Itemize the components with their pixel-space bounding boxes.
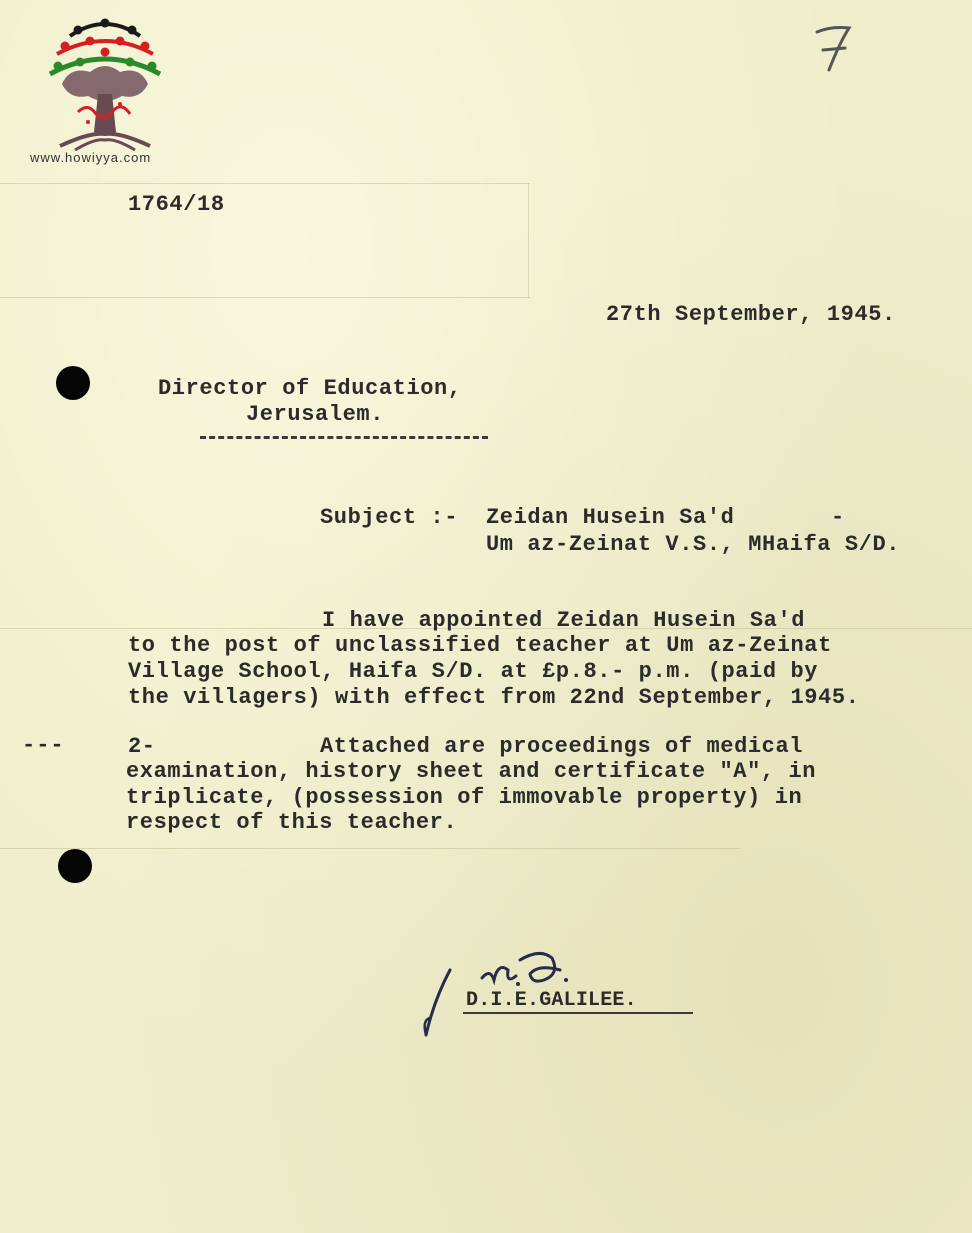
- signature-underline: [463, 1012, 693, 1014]
- paragraph1-line: I have appointed Zeidan Husein Sa'd: [322, 608, 806, 633]
- margin-mark: ---: [22, 733, 65, 758]
- reference-number: 1764/18: [128, 192, 225, 217]
- paragraph1-line: to the post of unclassified teacher at Um az-Zeinat: [128, 633, 832, 658]
- paragraph2-line: triplicate, (possession of immovable property) in: [126, 785, 803, 810]
- paragraph2-line: Attached are proceedings of medical: [320, 734, 804, 759]
- fold-line: [0, 183, 530, 184]
- fold-line: [528, 183, 529, 298]
- family-tree-logo-icon: [30, 4, 180, 174]
- subject-label: Subject :-: [320, 505, 459, 530]
- addressee-line2: Jerusalem.: [246, 402, 385, 427]
- punch-hole: [56, 366, 90, 400]
- paragraph1-line: the villagers) with effect from 22nd September, 1945.: [128, 685, 860, 710]
- page-number-handwritten: [805, 18, 865, 78]
- paragraph1-line: Village School, Haifa S/D. at £p.8.- p.m. (paid by: [128, 659, 819, 684]
- paragraph2-number: 2-: [128, 734, 156, 759]
- letter-date: 27th September, 1945.: [606, 302, 896, 327]
- addressee-underline: [200, 436, 488, 439]
- paragraph2-line: respect of this teacher.: [126, 810, 458, 835]
- subject-line1: Zeidan Husein Sa'd -: [486, 505, 845, 530]
- punch-hole: [58, 849, 92, 883]
- fold-line: [0, 297, 530, 298]
- addressee-line1: Director of Education,: [158, 376, 462, 401]
- signature-block: D.I.E.GALILEE.: [466, 989, 637, 1012]
- logo-url: www.howiyya.com: [30, 150, 152, 165]
- subject-line2: Um az-Zeinat V.S., MHaifa S/D.: [486, 532, 901, 557]
- fold-line: [0, 848, 740, 849]
- paragraph2-line: examination, history sheet and certificate "A", in: [126, 759, 817, 784]
